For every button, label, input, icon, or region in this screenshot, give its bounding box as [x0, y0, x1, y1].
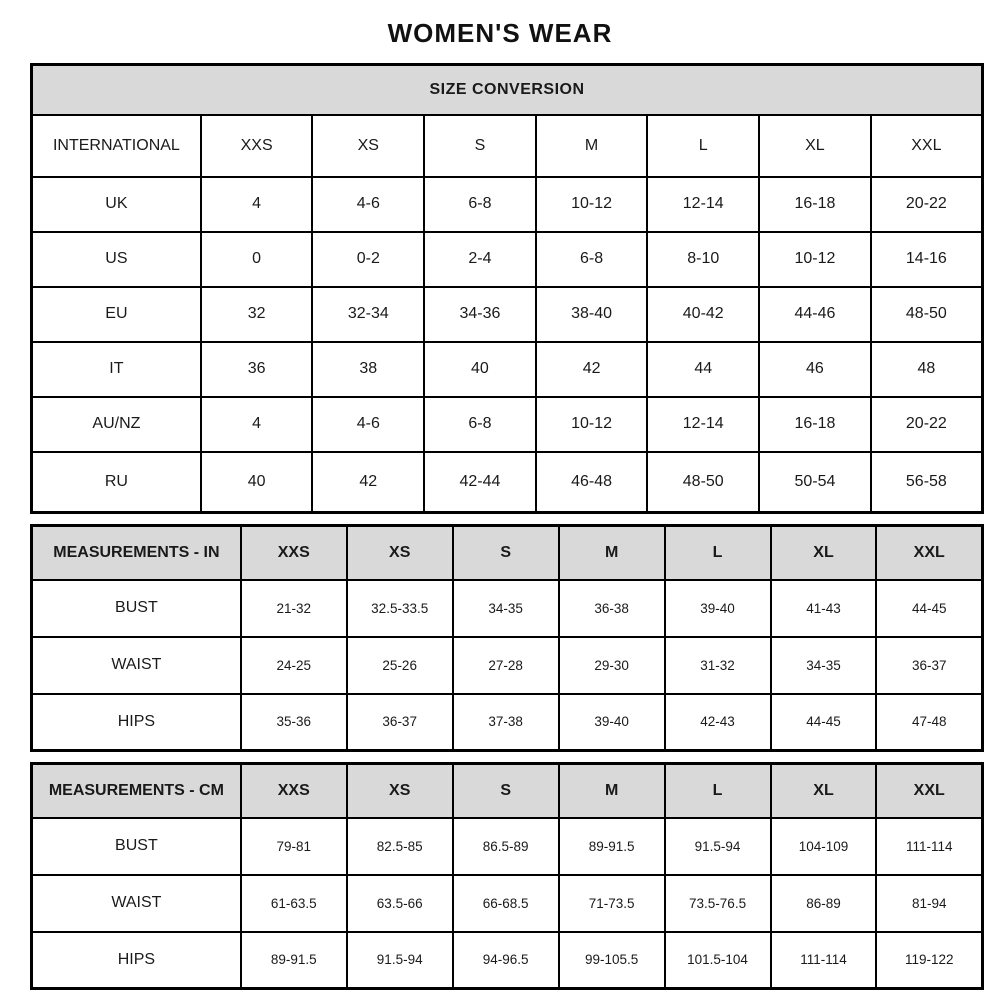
value-cell: 38-40	[536, 287, 648, 342]
value-cell: 34-35	[453, 580, 559, 637]
value-cell: 4	[201, 177, 313, 232]
value-cell: 46-48	[536, 452, 648, 513]
value-cell: 44	[647, 342, 759, 397]
value-cell: 119-122	[876, 932, 982, 989]
value-cell: 29-30	[559, 637, 665, 694]
value-cell: 79-81	[241, 818, 347, 875]
value-cell: 37-38	[453, 694, 559, 751]
value-cell: 111-114	[771, 932, 877, 989]
value-cell: 44-45	[771, 694, 877, 751]
value-cell: 0-2	[312, 232, 424, 287]
row-label-cell: RU	[32, 452, 201, 513]
value-cell: 99-105.5	[559, 932, 665, 989]
value-cell: 32.5-33.5	[347, 580, 453, 637]
table-row-waist-in	[32, 637, 983, 694]
value-cell: 40-42	[647, 287, 759, 342]
header-size-cell: XS	[347, 526, 453, 580]
value-cell: 71-73.5	[559, 875, 665, 932]
value-cell: 39-40	[665, 580, 771, 637]
table-header-row	[32, 526, 983, 580]
value-cell: 56-58	[871, 452, 983, 513]
value-cell: 81-94	[876, 875, 982, 932]
measurements-cm-table	[30, 762, 984, 990]
row-label-cell: WAIST	[32, 637, 241, 694]
header-label-cell: MEASUREMENTS - CM	[32, 764, 241, 818]
value-cell: 42-44	[424, 452, 536, 513]
value-cell: 31-32	[665, 637, 771, 694]
value-cell: 94-96.5	[453, 932, 559, 989]
value-cell: 104-109	[771, 818, 877, 875]
header-size-cell: L	[665, 764, 771, 818]
table-row-us	[32, 232, 983, 287]
value-cell: 111-114	[876, 818, 982, 875]
value-cell: 63.5-66	[347, 875, 453, 932]
table-row-bust-in	[32, 580, 983, 637]
header-label-cell: MEASUREMENTS - IN	[32, 526, 241, 580]
header-size-cell: XXS	[201, 115, 313, 177]
header-size-cell: XS	[312, 115, 424, 177]
value-cell: 16-18	[759, 177, 871, 232]
value-cell: 25-26	[347, 637, 453, 694]
header-size-cell: XL	[771, 764, 877, 818]
row-label-cell: EU	[32, 287, 201, 342]
value-cell: 50-54	[759, 452, 871, 513]
header-size-cell: XXS	[241, 526, 347, 580]
value-cell: 66-68.5	[453, 875, 559, 932]
value-cell: 10-12	[759, 232, 871, 287]
value-cell: 73.5-76.5	[665, 875, 771, 932]
table-row-waist-cm	[32, 875, 983, 932]
value-cell: 36	[201, 342, 313, 397]
value-cell: 36-37	[876, 637, 982, 694]
value-cell: 0	[201, 232, 313, 287]
row-label-cell: AU/NZ	[32, 397, 201, 452]
header-size-cell: XS	[347, 764, 453, 818]
value-cell: 44-46	[759, 287, 871, 342]
value-cell: 27-28	[453, 637, 559, 694]
value-cell: 32-34	[312, 287, 424, 342]
header-size-cell: XXL	[871, 115, 983, 177]
table-header-row	[32, 764, 983, 818]
row-label-cell: HIPS	[32, 694, 241, 751]
row-label-cell: IT	[32, 342, 201, 397]
value-cell: 42	[536, 342, 648, 397]
value-cell: 42	[312, 452, 424, 513]
value-cell: 40	[424, 342, 536, 397]
value-cell: 91.5-94	[347, 932, 453, 989]
value-cell: 48-50	[647, 452, 759, 513]
header-size-cell: XL	[759, 115, 871, 177]
row-label-cell: WAIST	[32, 875, 241, 932]
table-row-hips-cm	[32, 932, 983, 989]
size-conversion-table	[30, 63, 984, 514]
value-cell: 8-10	[647, 232, 759, 287]
value-cell: 24-25	[241, 637, 347, 694]
value-cell: 4-6	[312, 177, 424, 232]
value-cell: 39-40	[559, 694, 665, 751]
header-size-cell: M	[559, 526, 665, 580]
value-cell: 42-43	[665, 694, 771, 751]
header-size-cell: S	[453, 526, 559, 580]
value-cell: 48-50	[871, 287, 983, 342]
header-size-cell: S	[453, 764, 559, 818]
value-cell: 101.5-104	[665, 932, 771, 989]
row-label-cell: BUST	[32, 580, 241, 637]
value-cell: 40	[201, 452, 313, 513]
value-cell: 2-4	[424, 232, 536, 287]
value-cell: 6-8	[536, 232, 648, 287]
header-size-cell: XXL	[876, 764, 982, 818]
value-cell: 10-12	[536, 397, 648, 452]
value-cell: 86.5-89	[453, 818, 559, 875]
value-cell: 61-63.5	[241, 875, 347, 932]
table-row-eu	[32, 287, 983, 342]
value-cell: 82.5-85	[347, 818, 453, 875]
value-cell: 89-91.5	[559, 818, 665, 875]
value-cell: 38	[312, 342, 424, 397]
header-size-cell: M	[536, 115, 648, 177]
row-label-cell: BUST	[32, 818, 241, 875]
header-label-cell: INTERNATIONAL	[32, 115, 201, 177]
header-size-cell: XL	[771, 526, 877, 580]
value-cell: 32	[201, 287, 313, 342]
row-label-cell: HIPS	[32, 932, 241, 989]
value-cell: 48	[871, 342, 983, 397]
value-cell: 36-37	[347, 694, 453, 751]
table-row-ru	[32, 452, 983, 513]
header-size-cell: XXS	[241, 764, 347, 818]
value-cell: 89-91.5	[241, 932, 347, 989]
table-row-aunz	[32, 397, 983, 452]
value-cell: 44-45	[876, 580, 982, 637]
value-cell: 4-6	[312, 397, 424, 452]
table-row-it	[32, 342, 983, 397]
value-cell: 34-36	[424, 287, 536, 342]
measurements-in-table	[30, 524, 984, 752]
table-row-bust-cm	[32, 818, 983, 875]
table-row-uk	[32, 177, 983, 232]
value-cell: 91.5-94	[665, 818, 771, 875]
header-size-cell: L	[647, 115, 759, 177]
value-cell: 35-36	[241, 694, 347, 751]
value-cell: 86-89	[771, 875, 877, 932]
header-size-cell: XXL	[876, 526, 982, 580]
value-cell: 12-14	[647, 177, 759, 232]
value-cell: 20-22	[871, 397, 983, 452]
header-size-cell: S	[424, 115, 536, 177]
header-size-cell: M	[559, 764, 665, 818]
value-cell: 21-32	[241, 580, 347, 637]
value-cell: 6-8	[424, 397, 536, 452]
value-cell: 34-35	[771, 637, 877, 694]
table-row-hips-in	[32, 694, 983, 751]
value-cell: 6-8	[424, 177, 536, 232]
value-cell: 46	[759, 342, 871, 397]
value-cell: 12-14	[647, 397, 759, 452]
value-cell: 36-38	[559, 580, 665, 637]
value-cell: 47-48	[876, 694, 982, 751]
value-cell: 10-12	[536, 177, 648, 232]
size-conversion-title: SIZE CONVERSION	[32, 65, 983, 115]
page-title: WOMEN'S WEAR	[387, 18, 613, 48]
row-label-cell: US	[32, 232, 201, 287]
table-header-row	[32, 115, 983, 177]
table-title-row	[32, 65, 983, 115]
header-size-cell: L	[665, 526, 771, 580]
value-cell: 16-18	[759, 397, 871, 452]
value-cell: 20-22	[871, 177, 983, 232]
row-label-cell: UK	[32, 177, 201, 232]
value-cell: 4	[201, 397, 313, 452]
value-cell: 41-43	[771, 580, 877, 637]
value-cell: 14-16	[871, 232, 983, 287]
